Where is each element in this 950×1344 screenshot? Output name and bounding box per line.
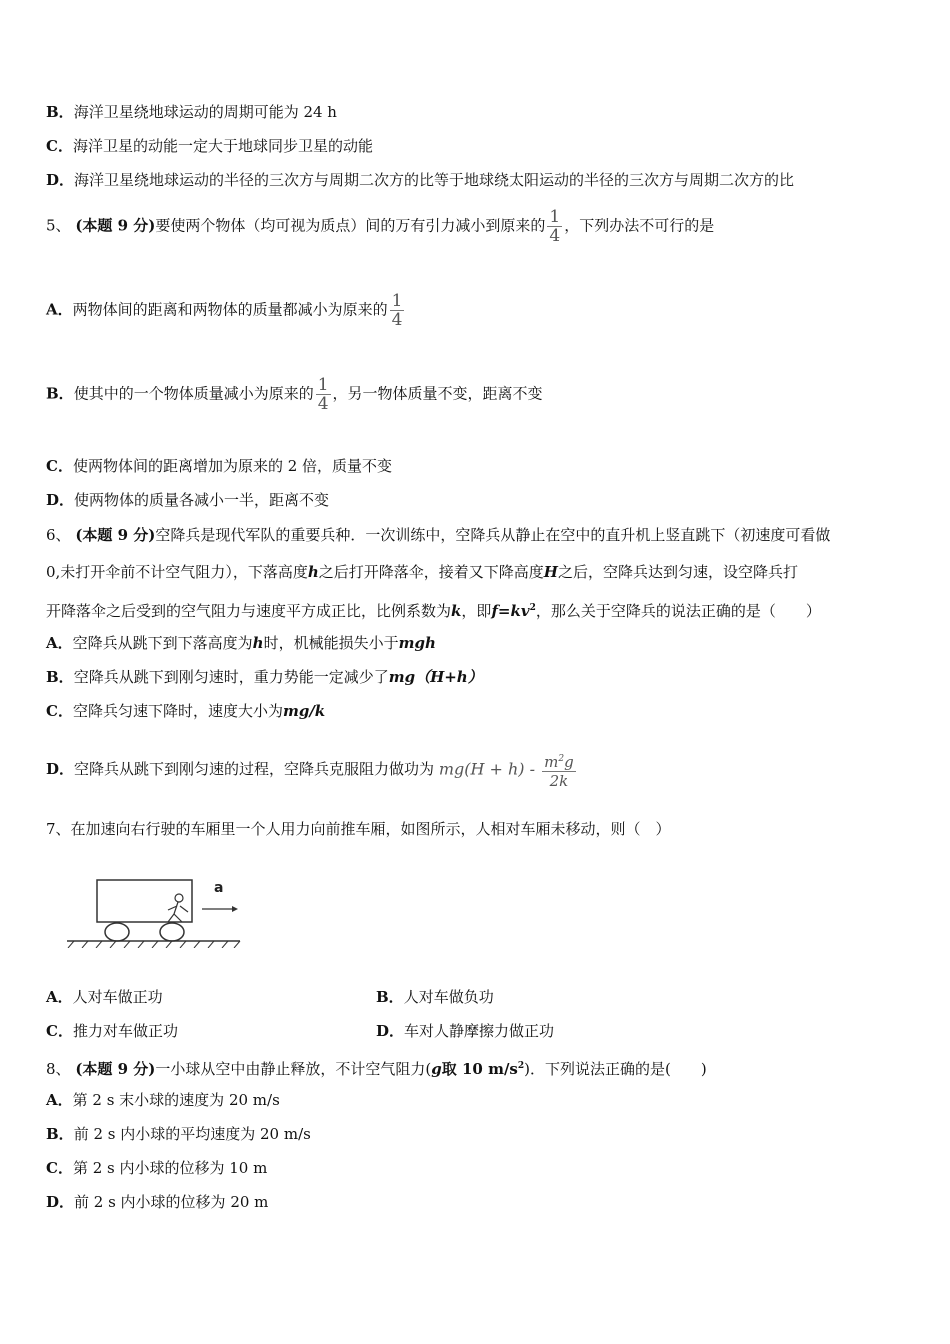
- variable-mgh: mgh: [398, 634, 436, 652]
- option-label: D．: [46, 171, 75, 189]
- q7-option-d: [376, 1021, 554, 1041]
- option-text: 海洋卫星的动能一定大于地球同步卫星的动能: [72, 137, 373, 155]
- variable-k: k: [451, 602, 462, 620]
- option-text: 使其中的一个物体质量减小为原来的: [73, 384, 314, 403]
- q4-option-b: [46, 102, 337, 122]
- q6-option-b: [46, 667, 483, 687]
- q8-option-a: [46, 1090, 280, 1110]
- question-text: 开降落伞之后受到的空气阻力与速度平方成正比，比例系数为: [46, 602, 452, 620]
- option-label: C．: [46, 457, 73, 475]
- ground-hatching: [68, 941, 240, 948]
- option-text: 车对人静摩擦力做正功: [404, 1022, 555, 1040]
- car-wheel-right: [160, 923, 184, 941]
- q7-option-c: [46, 1022, 178, 1040]
- fraction-one-quarter: $\frac{1}{4}$: [391, 291, 403, 330]
- option-label: B．: [46, 668, 74, 686]
- acceleration-label: a: [214, 880, 224, 896]
- question-number: 5、: [46, 216, 71, 235]
- variable-h: h: [307, 563, 319, 581]
- q5-option-d: [46, 490, 329, 510]
- q6-stem-line-3: [46, 598, 821, 621]
- q7-option-a: [46, 988, 163, 1006]
- question-points: (本题 9 分): [75, 1060, 156, 1078]
- option-label: B．: [46, 1125, 74, 1143]
- person-figure: [168, 894, 188, 922]
- option-text-end: ，另一物体质量不变，距离不变: [332, 384, 543, 403]
- option-text: 使两物体间的距离增加为原来的 2 倍，质量不变: [72, 457, 393, 475]
- question-text: 一小球从空中由静止释放，不计空气阻力(: [155, 1060, 432, 1078]
- question-number: 8、: [46, 1060, 71, 1078]
- option-label: C．: [46, 702, 73, 720]
- option-text: 海洋卫星绕地球运动的半径的三次方与周期二次方的比等于地球绕太阳运动的半径的三次方与周期二次方的比: [74, 171, 795, 189]
- q8-option-d: [46, 1192, 268, 1212]
- option-label: B．: [46, 384, 74, 403]
- train-car-figure: [62, 868, 252, 948]
- option-text: 人对车做负功: [403, 988, 494, 1006]
- car-body: [97, 880, 192, 922]
- option-text: 人对车做正功: [72, 988, 163, 1006]
- option-label: D．: [46, 1193, 75, 1211]
- option-label: C．: [46, 137, 73, 155]
- question-number: 6、: [46, 526, 71, 544]
- question-text: ，即: [461, 602, 492, 620]
- q7-stem: [46, 819, 671, 839]
- option-text: 两物体间的距离和两物体的质量都减小为原来的: [72, 300, 388, 319]
- q6-option-a: [46, 633, 436, 653]
- variable-expression: mg/k: [282, 702, 326, 720]
- work-formula: [439, 750, 578, 790]
- variable-H: H: [543, 563, 558, 581]
- q8-option-c: [46, 1158, 267, 1178]
- option-text: 时，机械能损失小于: [263, 634, 399, 652]
- question-text: ，那么关于空降兵的说法正确的是（ ）: [535, 602, 821, 620]
- option-label: A．: [46, 634, 73, 652]
- q5-option-c: [46, 456, 392, 476]
- q6-stem-line-2: [46, 562, 798, 582]
- option-text: 空降兵匀速下降时，速度大小为: [72, 702, 283, 720]
- question-text: 要使两个物体（均可视为质点）间的万有引力减小到原来的: [155, 216, 546, 235]
- option-label: C．: [46, 1159, 73, 1177]
- question-text: 空降兵是现代军队的重要兵种．一次训练中，空降兵从静止在空中的直升机上竖直跳下（初速度可看做: [155, 526, 831, 544]
- q6-stem-line-1: [46, 525, 830, 545]
- superscript: 2: [517, 1061, 525, 1071]
- option-text: 海洋卫星绕地球运动的周期可能为 24 h: [73, 103, 337, 121]
- variable-g: g: [431, 1060, 442, 1078]
- question-text: 之后打开降落伞，接着又下降高度: [318, 563, 544, 581]
- q7-options-row-1: [46, 987, 906, 1007]
- question-text: 7、在加速向右行驶的车厢里一个人用力向前推车厢，如图所示，人相对车厢未移动，则（ ）: [46, 820, 671, 838]
- option-label: C．: [46, 1022, 73, 1040]
- option-text: 第 2 s 末小球的速度为 20 m/s: [72, 1091, 280, 1109]
- question-points: (本题 9 分): [75, 216, 156, 235]
- question-text: 0,未打开伞前不计空气阻力），下落高度: [46, 563, 308, 581]
- q4-option-c: [46, 136, 373, 156]
- question-text: )．下列说法正确的是( ): [524, 1060, 707, 1078]
- question-text: 之后，空降兵达到匀速，设空降兵打: [557, 563, 798, 581]
- option-text: 推力对车做正功: [72, 1022, 178, 1040]
- option-text: 前 2 s 内小球的位移为 20 m: [74, 1193, 269, 1211]
- fraction-one-quarter: $\frac{1}{4}$: [317, 375, 329, 414]
- q7-option-b: [376, 987, 494, 1007]
- superscript: 2: [529, 603, 536, 613]
- formula-left: mg(H + h) -: [438, 759, 536, 779]
- option-label: B．: [376, 988, 404, 1006]
- option-text: 前 2 s 内小球的平均速度为 20 m/s: [73, 1125, 311, 1143]
- option-text: 第 2 s 内小球的位移为 10 m: [72, 1159, 268, 1177]
- option-label: D．: [46, 760, 75, 778]
- question-text-end: ，下列办法不可行的是: [564, 216, 715, 235]
- q4-option-d: [46, 170, 794, 190]
- car-wheel-left: [105, 923, 129, 941]
- q8-option-b: [46, 1124, 311, 1144]
- fraction-one-quarter: $\frac{1}{4}$: [549, 207, 561, 246]
- option-label: A．: [46, 988, 73, 1006]
- option-label: D．: [46, 491, 75, 509]
- option-text: 使两物体的质量各减小一半，距离不变: [74, 491, 330, 509]
- q5-option-b: [46, 376, 543, 413]
- question-points: (本题 9 分): [75, 526, 156, 544]
- acceleration-arrow-icon: [232, 906, 238, 912]
- q6-option-d: [46, 750, 578, 790]
- option-label: B．: [46, 103, 74, 121]
- variable-h: h: [252, 634, 264, 652]
- q6-option-c: [46, 701, 325, 721]
- formula-fraction: $\frac{m^2g}{2k}$: [544, 753, 574, 790]
- q7-options-row-2: [46, 1021, 906, 1041]
- q5-option-a: [46, 292, 406, 329]
- option-label: A．: [46, 300, 73, 319]
- option-text: 空降兵从跳下到下落高度为: [72, 634, 253, 652]
- q5-stem: [46, 208, 714, 245]
- equation-f: f=kv: [491, 602, 530, 620]
- option-label: D．: [376, 1022, 405, 1040]
- variable-expression: mg（H+h）: [388, 668, 483, 686]
- option-label: A．: [46, 1091, 73, 1109]
- option-text: 空降兵从跳下到刚匀速的过程，空降兵克服阻力做功为: [74, 760, 435, 778]
- option-text: 空降兵从跳下到刚匀速时，重力势能一定减少了: [73, 668, 389, 686]
- question-text: 取 10 m/s: [441, 1060, 518, 1078]
- q8-stem: [46, 1056, 707, 1079]
